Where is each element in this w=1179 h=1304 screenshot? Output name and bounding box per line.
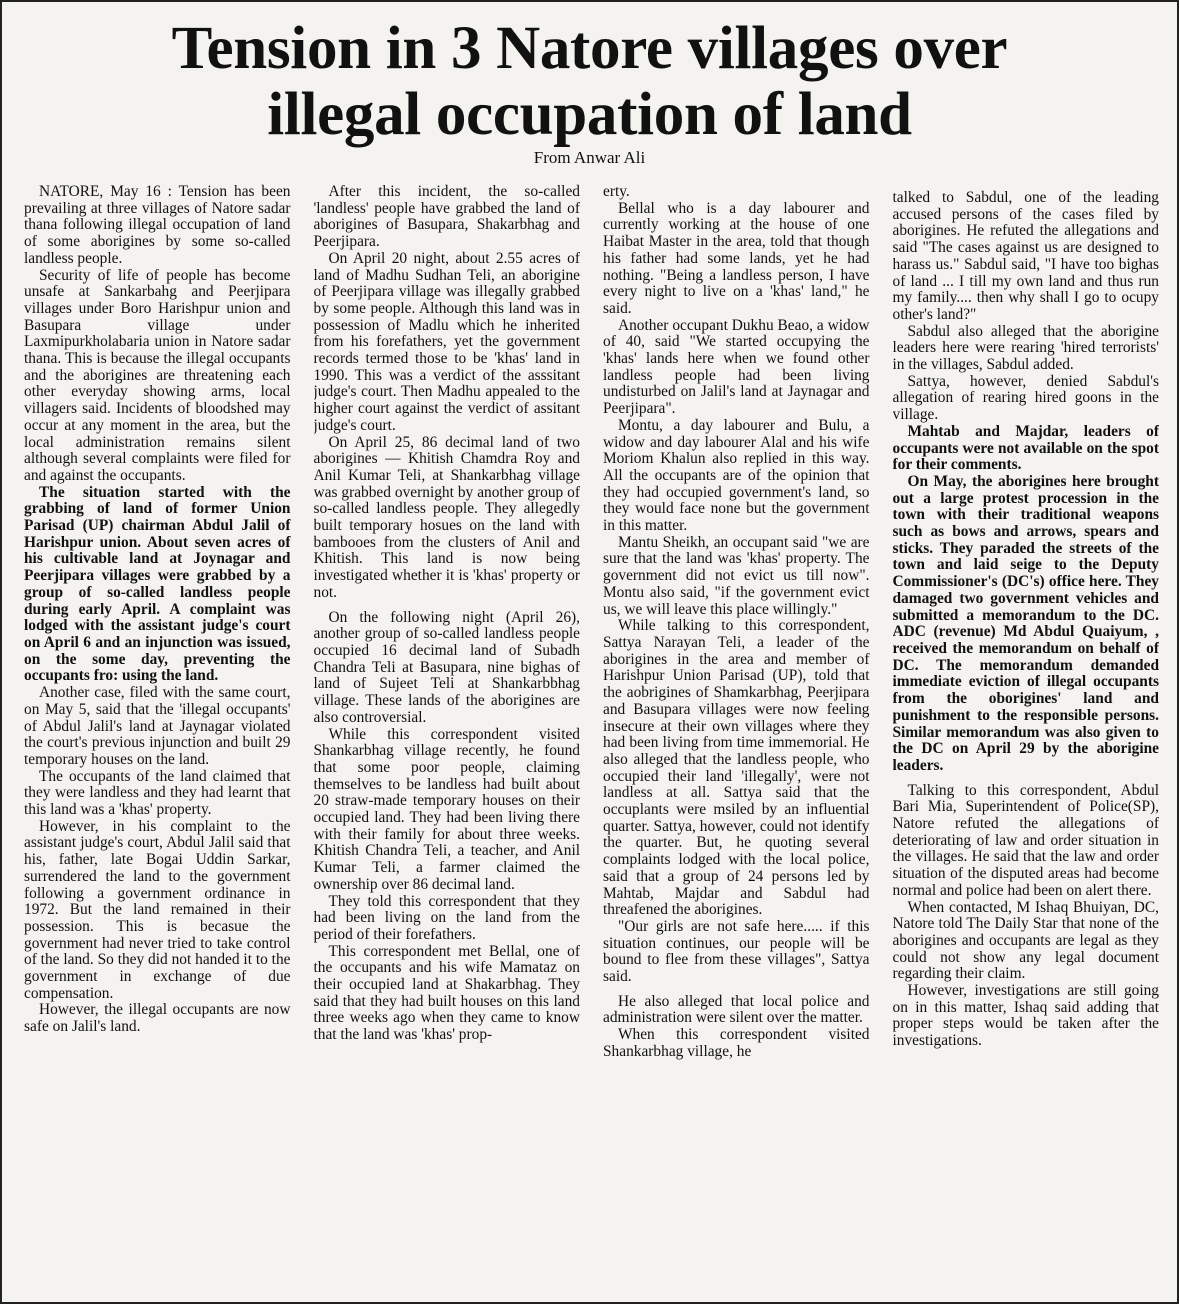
article-paragraph: Another occupant Dukhu Beao, a widow of 40, said "We started occupying the 'khas' lands here when we found other landless people had been living undisturbed on Jalil's land at Jaynagar and Peerjipara". <box>603 316 870 418</box>
article-paragraph: "Our girls are not safe here..... if this situation continues, our people will be bound to flee from these villages", Sattya said. <box>603 917 870 986</box>
article-paragraph: Mantu Sheikh, an occupant said "we are sure that the land was 'khas' property. The government did not evict us till now". Montu also said, "if the government evict us, we will leave this place willingly." <box>603 533 870 618</box>
article-paragraph: Security of life of people has become unsafe at Sankarbahg and Peerjipara villages under Boro Harishpur union and Basupara village under Laxmipurkholabaria union in Natore sadar thana. This is because the illegal occupants and the aborigines are threatening each other everyday showing arms, local villagers said. Incidents of bloodshed may occur at any moment in the area, but the local administration remains silent although several complaints were filed for and against the occupants. <box>24 266 291 484</box>
article-paragraph: NATORE, May 16 : Tension has been prevailing at three villages of Natore sadar thana following illegal occupation of land of some aborigines by some so-called landless people. <box>24 184 291 267</box>
headline-line-2: illegal occupation of land <box>267 81 912 148</box>
article-paragraph: Sabdul also alleged that the aborigine leaders here were rearing 'hired terrorists' in the villages, Sabdul added. <box>892 322 1159 374</box>
article-paragraph: talked to Sabdul, one of the leading accused persons of the cases filed by aborigines. He refuted the allegations and said "The cases against us are designed to harass us." Sabdul said, "I have too bighas of land ... I till my own land and thus run my family.... then why shall I go to ocupy other's land?" <box>892 189 1159 323</box>
article-paragraph: On the following night (April 26), another group of so-called landless people occupied 16 decimal land of Subadh Chandra Teli at Basupara, nine bighas of land of Sujeet Teli at Shankarbbhag village. These lands of the aborigines are also controversial. <box>313 608 580 726</box>
article-body <box>24 184 1159 1294</box>
article-paragraph: However, investigations are still going on in this matter, Ishaq said adding that proper steps would be taken after the investigations. <box>892 982 1159 1050</box>
article-paragraph: The situation started with the grabbing of land of former Union Parisad (UP) chairman Abdul Jalil of Harishpur union. About seven acres of his cultivable land at Joynagar and Peerjipara villages were grabbed by a group of so-called landless people during early April. A complaint was lodged with the assistant judge's court on April 6 and an injunction was issued, on the some day, preventing the occupants fro: using the land. <box>24 483 291 685</box>
article-paragraph: erty. <box>603 184 630 200</box>
byline: From Anwar Ali <box>533 148 646 167</box>
article-paragraph: On May, the aborigines here brought out a large protest procession in the town with their traditional weapons such as bows and arrows, spears and sticks. They paraded the streets of the town and laid seige to the Deputy Commissioner's (DC's) office here. They damaged two government vehicles and submitted a memorandum to the DC. ADC (revenue) Md Abdul Quaiyum, , received the memorandum on behalf of DC. The memorandum demanded immediate eviction of illegal occupants from the oborigines' land and punishment to the responsible persons. Similar memorandum was also given to the DC on April 29 by the aborigine leaders. <box>892 472 1159 774</box>
article-paragraph: This correspondent met Bellal, one of the occupants and his wife Mamataz on their occupied land at Shakarbhag. They said that they had built houses on this land three weeks ago when they came to know that the land was 'khas' prop- <box>313 942 580 1044</box>
article-paragraph: Another case, filed with the same court, on May 5, said that the 'illegal occupants' of Abdul Jalil's land at Jaynagar violated the court's previous injunction and built 29 temporary houses on the land. <box>24 684 291 768</box>
article-paragraph: When this correspondent visited Shankarbhag village, he <box>603 1026 870 1060</box>
article-paragraph: On April 20 night, about 2.55 acres of land of Madhu Sudhan Teli, an aborigine of Peerjipara village was illegally grabbed by some people. Although this land was in possession of Madlu which he inherited from his forefathers, yet the government records termed those to be 'khas' land in 1990. This was a verdict of the asssitant judge's court. Then Madhu appealed to the higher court against the verdict of assitant judge's court. <box>313 249 580 434</box>
article-paragraph: On April 25, 86 decimal land of two aborigines — Khitish Chamdra Roy and Anil Kumar Teli, at Shankarbhag village was grabbed overnight by another group of so-called landless people. They allegedly built temporary hosues on the land with bambooes from the clusters of Anil and Khitish. This land is now being investigated whether it is 'khas' property or not. <box>313 433 580 601</box>
headline-line-1: Tension in 3 Natore villages over <box>171 15 1008 82</box>
article-paragraph: He also alleged that local police and administration were silent over the matter. <box>603 992 870 1027</box>
article-paragraph: Montu, a day labourer and Bulu, a widow and day labourer Alal and his wife Moriom Khalun also replied in this way. All the occupants are of the opinion that they had occupied government's land, so they would face none but the government in this matter. <box>603 416 870 535</box>
article-paragraph: However, the illegal occupants are now safe on Jalil's land. <box>24 1001 291 1036</box>
article-column-4 <box>893 184 1160 1294</box>
article-paragraph: When contacted, M Ishaq Bhuiyan, DC, Natore told The Daily Star that none of the aborigines and occupants are legal as they could not show any legal document regarding their claim. <box>892 898 1159 983</box>
article-paragraph: Mahtab and Majdar, leaders of occupants were not available on the spot for their comments. <box>892 422 1159 474</box>
article-paragraph: Talking to this correspondent, Abdul Bari Mia, Superintendent of Police(SP), Natore refuted the allegations of deteriorating of law and order situation in the villages. He said that the law and order situation of the disputed areas had become normal and police had been on alert there. <box>892 781 1159 899</box>
article-paragraph: While this correspondent visited Shankarbhag village recently, he found that some poor people, claiming themselves to be landless had built about 20 straw-made temporary houses on their occupied land. They had been living there with their family for about three weeks. Khitish Chandra Teli, a teacher, and Anil Kumar Teli, a farmer claimed the ownership over 86 decimal land. <box>313 725 580 893</box>
headline <box>22 16 1157 148</box>
article-paragraph: While talking to this correspondent, Sattya Narayan Teli, a leader of the aborigines in the area and member of Harishpur Union Parisad (UP), told that the aobrigines of Shamkarbhag, Peerjipara and Basupara villages were now feeling insecure at their own villages where they had been living from time immemorial. He also alleged that the landless people, who occupied their land 'illegally', were not landless at all. Sattya said that the occuplants were msiled by an influential quarter. Sattya, however, could not identify the quarter. But, he quoting several complaints lodged with the local police, said that a group of 24 persons led by Mahtab, Majdar and Sabdul had threafened the aborigines. <box>603 617 870 919</box>
article-paragraph: They told this correspondent that they had been living on the land from the period of their forefathers. <box>313 892 580 943</box>
article-paragraph: Sattya, however, denied Sabdul's allegation of rearing hired goons in the village. <box>892 372 1159 424</box>
article-column-2 <box>314 184 581 1294</box>
article-paragraph: After this incident, the so-called 'landless' people have grabbed the land of aborigines of Basupara, Shakarbhag and Peerjipara. <box>313 184 580 251</box>
article-paragraph: However, in his complaint to the assistant judge's court, Abdul Jalil said that his, father, late Bogai Uddin Sarkar, surrendered the land to the government following a government ordinance in 1972. But the land remained in their possession. This is becasue the government had never tried to take control of the land. So they did not handed it to the government in exchange of due compensation. <box>24 817 291 1002</box>
article-paragraph: The occupants of the land claimed that they were landless and they had learnt that this land was a 'khas' property. <box>24 767 291 819</box>
article-column-3 <box>603 184 870 1294</box>
article-paragraph: Bellal who is a day labourer and currently working at the house of one Haibat Master in the area, told that though his father had some lands, yet he had nothing. "Being a landless person, I have every night to live on a 'khas' land," he said. <box>603 199 870 317</box>
article-column-1 <box>24 184 291 1294</box>
